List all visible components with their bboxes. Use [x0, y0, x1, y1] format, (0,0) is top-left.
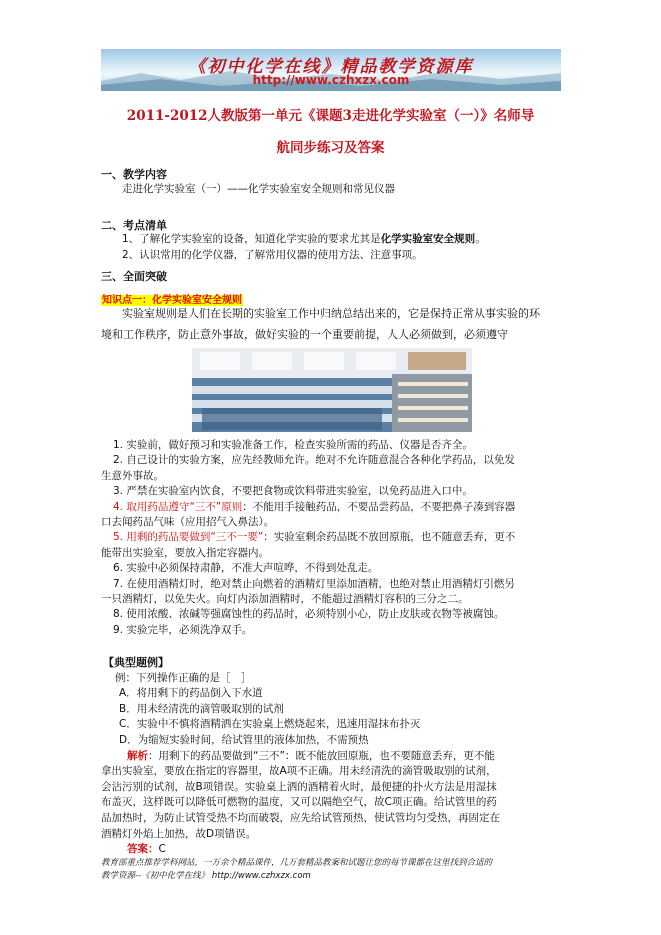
analysis-line-5: 品加热时，为防止试管受热不均而破裂，应先给试管预热，使试管均匀受热，再固定在	[101, 811, 500, 824]
rule-7-line-2: 一只酒精灯，以免失火。向灯内添加酒精时，不能超过酒精灯容积的三分之二。	[101, 593, 469, 606]
rule-4	[101, 500, 561, 531]
rule-5-text: ：实验室剩余药品既不放回原瓶，也不随意丢弃，更不	[263, 531, 516, 544]
rule-4-text: ：不能用手接触药品，不要品尝药品，不要把鼻子凑到容器	[242, 500, 516, 513]
banner-title: 《初中化学在线》精品教学资源库	[188, 57, 474, 77]
answer-value: C	[158, 843, 166, 856]
rule-3	[101, 484, 561, 499]
rule-6-line-1: 6. 实验中必须保持肃静，不准大声喧哗，不得到处乱走。	[113, 562, 379, 575]
rule-3-line-1: 3. 严禁在实验室内饮食，不要把食物或饮料带进实验室，以免药品进入口中。	[113, 485, 473, 498]
rule-1	[101, 438, 561, 453]
intro-line-2: 境和工作秩序，防止意外事故，做好实验的一个重要前提，人人必须做到，必须遵守	[101, 328, 508, 341]
rule-5-line-2: 能带出实验室，要放入指定容器内。	[101, 546, 269, 559]
analysis-line-2: 拿出实验室，要放在指定的容器里，故A项不正确。用未经清洗的滴管吸取别的试剂，	[101, 765, 497, 778]
laboratory-photo	[192, 348, 472, 432]
analysis-label: 解析	[127, 749, 148, 762]
rule-5	[101, 530, 561, 561]
answer-label: 答案	[127, 843, 148, 856]
footer-source: 教学资源--《初中化学在线》	[101, 871, 210, 881]
knowledge-point-label: 知识点一：化学实验室安全规则	[102, 295, 242, 306]
rule-2-line-2: 生意外事故。	[101, 469, 164, 482]
intro-line-1: 实验室规则是人们在长期的实验室工作中归纳总结出来的，它是保持正常从事实验的环	[122, 307, 540, 320]
section-2-item-1-suffix: 。	[475, 233, 486, 245]
laboratory-photo-image	[192, 348, 472, 432]
section-2-item-1-bold: 化学实验室安全规则	[380, 233, 476, 245]
answer-line: 答案：C	[127, 843, 166, 856]
document-title-line-1: 2011-2012人教版第一单元《课题3走进化学实验室（一）》名师导	[126, 108, 535, 124]
option-a: A．将用剩下的药品倒入下水道	[119, 687, 263, 700]
section-2-item-1-text: 1、了解化学实验室的设备，知道化学实验的要求尤其是	[122, 233, 381, 245]
document-title-line-2: 航同步练习及答案	[276, 140, 385, 156]
section-2-item-1	[122, 232, 486, 247]
rule-6	[101, 561, 561, 576]
section-1-text: 走进化学实验室（一）——化学实验室安全规则和常见仪器	[122, 183, 395, 195]
analysis-line-6: 酒精灯外焰上加热，故D项错误。	[101, 827, 257, 840]
rule-7-line-1: 7. 在使用酒精灯时，绝对禁止向燃着的酒精灯里添加酒精，也绝对禁止用酒精灯引燃另	[113, 577, 515, 590]
banner-url[interactable]: http://www.czhxzx.com	[252, 73, 410, 87]
option-b: B．用未经清洗的滴管吸取别的试剂	[119, 702, 284, 715]
safety-rules-list	[101, 438, 561, 638]
rule-8	[101, 607, 561, 622]
header-banner	[101, 49, 561, 91]
rule-8-line-1: 8. 使用浓酸、浓碱等强腐蚀性的药品时，必须特别小心，防止皮肤或衣物等被腐蚀。	[113, 608, 505, 621]
analysis-line-1	[127, 749, 561, 765]
section-1-heading: 一、教学内容	[101, 168, 167, 181]
rule-4-red-text: 4. 取用药品遵守“三不”原则	[113, 500, 243, 513]
rule-9-line-1: 9. 实验完毕，必须洗净双手。	[113, 623, 253, 636]
example-section	[101, 655, 561, 858]
analysis-text-1: ：用剩下的药品要做到“三不”：既不能放回原瓶，也不要随意丢弃，更不能	[148, 749, 495, 762]
rule-1-line-1: 1. 实验前，做好预习和实验准备工作，检查实验所需的药品、仪器是否齐全。	[113, 439, 473, 451]
rule-5-red-text: 5. 用剩的药品要做到“三不一要”	[113, 531, 264, 544]
page-footer	[101, 857, 571, 883]
intro-paragraph	[101, 303, 561, 345]
section-2-item-2: 2、认识常用的化学仪器，了解常用仪器的使用方法、注意事项。	[122, 249, 423, 261]
section-3-heading: 三、全面突破	[101, 270, 167, 283]
footer-line-2	[101, 870, 571, 883]
rule-9	[101, 623, 561, 638]
example-heading: 【典型题例】	[103, 656, 169, 669]
analysis-line-4: 布盖灭，这样既可以降低可燃物的温度，又可以隔绝空气，故C项正确。给试管里的药	[101, 796, 497, 809]
option-c: C．实验中不慎将酒精洒在实验桌上燃烧起来，迅速用湿抹布扑灭	[119, 718, 421, 731]
rule-4-line-1	[113, 500, 561, 515]
footer-url-link[interactable]: http://www.czhxzx.com	[211, 871, 311, 881]
rule-4-line-2: 口去闻药品气味（应用招气入鼻法）。	[101, 516, 275, 529]
section-2-heading: 二、考点清单	[101, 219, 167, 232]
option-d: D．为缩短实验时间，给试管里的液体加热，不需预热	[119, 733, 369, 746]
footer-line-1: 教育部重点推荐学科网站，一万余个精品课件，几万套精品教案和试题让您的每节课都在这里找到合适的	[101, 858, 493, 868]
rule-7	[101, 577, 561, 608]
rule-2	[101, 453, 561, 484]
analysis-line-3: 会沾污别的试剂，故B项错误。实验桌上洒的酒精着火时，最便捷的扑火方法是用湿抹	[101, 780, 497, 793]
example-question: 例：下列操作正确的是［ ］	[115, 671, 252, 684]
rule-5-line-1	[113, 530, 561, 545]
rule-2-line-1: 2. 自己设计的实验方案，应先经教师允许。绝对不允许随意混合各种化学药品，以免发	[113, 454, 515, 467]
